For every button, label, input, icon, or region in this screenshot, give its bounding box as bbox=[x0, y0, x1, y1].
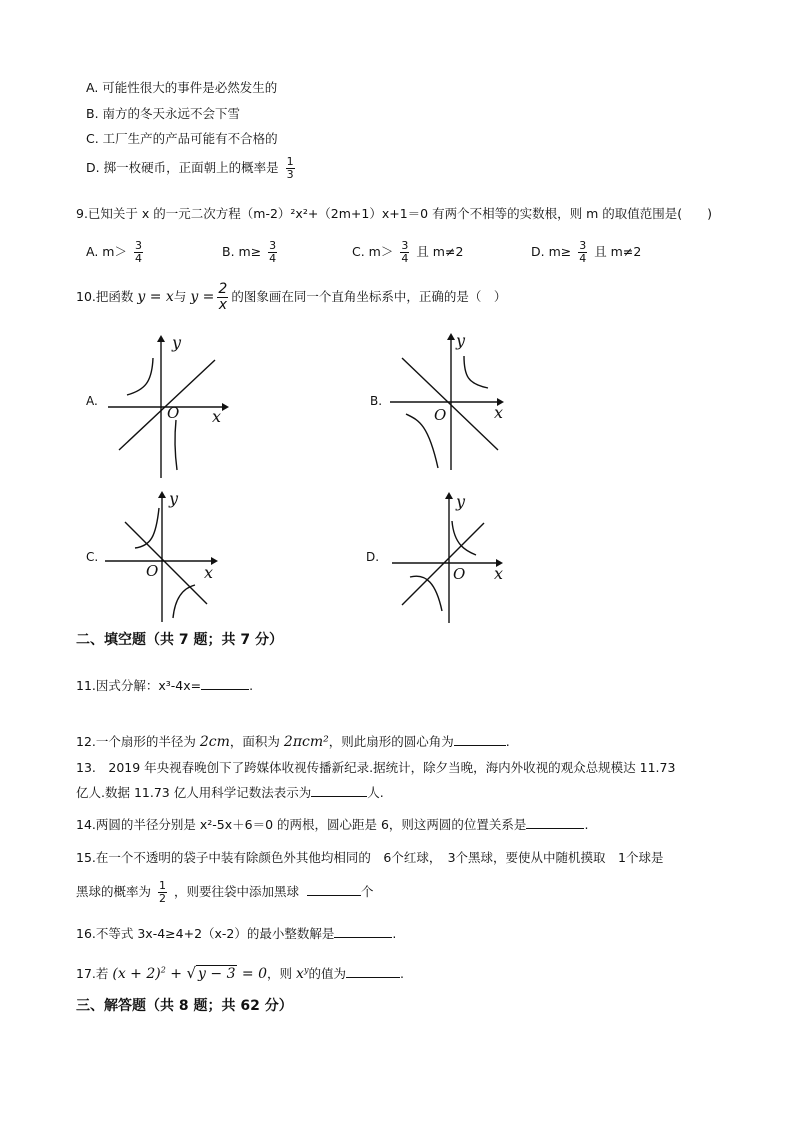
formula-y-equals-x: y = x bbox=[137, 289, 174, 305]
section-solve-heading: 三、解答题（共 8 题；共 62 分） bbox=[76, 998, 293, 1014]
axis-y-label: y bbox=[172, 333, 182, 352]
svg-text:y: y bbox=[456, 492, 466, 511]
svg-text:x: x bbox=[494, 403, 504, 422]
fraction-three-quarters: $\frac{3}{4}$ bbox=[269, 239, 277, 265]
q16: 16.不等式 3x-4≥4+2（x-2）的最小整数解是 . bbox=[76, 926, 397, 941]
expression-x-plus-2-squared: $(x + 2)^2$ bbox=[112, 965, 166, 982]
answer-blank bbox=[454, 733, 506, 746]
svg-text:O: O bbox=[453, 565, 466, 583]
fraction-three-quarters: $\frac{3}{4}$ bbox=[134, 239, 142, 265]
q11: 11.因式分解：x³-4x= . bbox=[76, 678, 254, 693]
svg-text:O: O bbox=[146, 562, 159, 580]
answer-blank bbox=[201, 677, 249, 690]
graph-b-label: B. bbox=[370, 394, 383, 408]
graph-a-label: A. bbox=[86, 394, 98, 408]
q8-option-b: B. 南方的冬天永远不会下雪 bbox=[86, 106, 241, 121]
expression-x-power-y: $x^y$ bbox=[296, 965, 309, 982]
svg-text:y: y bbox=[169, 489, 179, 508]
q9-option-a: A. m＞ $\frac{3}{4}$ bbox=[86, 239, 142, 265]
graph-c bbox=[103, 486, 233, 626]
fraction-two-over-x: $\frac{2}{x}$ bbox=[218, 281, 228, 313]
axis-x-label: x bbox=[212, 407, 222, 426]
graph-d-label: D. bbox=[366, 550, 380, 564]
fraction-three-quarters: $\frac{3}{4}$ bbox=[401, 239, 409, 265]
svg-text:O: O bbox=[434, 406, 447, 424]
q12: 12.一个扇形的半径为 2cm，面积为 2πcm²，则此扇形的圆心角为 . bbox=[76, 734, 510, 750]
square-root-expression: y − 3 bbox=[198, 966, 236, 982]
graph-c-label: C. bbox=[86, 550, 99, 564]
q9-option-d: D. m≥ $\frac{3}{4}$ 且 m≠2 bbox=[531, 239, 642, 265]
q13-line2: 亿人.数据 11.73 亿人用科学记数法表示为 人. bbox=[76, 785, 384, 800]
q14: 14.两圆的半径分别是 x²-5x＋6＝0 的两根，圆心距是 6，则这两圆的位置关系是 . bbox=[76, 817, 589, 832]
svg-text:x: x bbox=[204, 563, 214, 582]
q9-stem: 9.已知关于 x 的一元二次方程（m-2）²x²+（2m+1）x+1＝0 有两个不相等的实数根，则 m 的取值范围是( ) bbox=[76, 206, 712, 221]
q9-option-b: B. m≥ $\frac{3}{4}$ bbox=[222, 239, 277, 265]
section-fill-in-heading: 二、填空题（共 7 题；共 7 分） bbox=[76, 632, 283, 648]
q8-option-d-text: D. 掷一枚硬币，正面朝上的概率是 bbox=[86, 160, 279, 175]
q8-option-a: A. 可能性很大的事件是必然发生的 bbox=[86, 80, 278, 95]
svg-text:x: x bbox=[494, 564, 504, 583]
graph-d bbox=[390, 487, 520, 627]
answer-blank bbox=[526, 816, 584, 829]
q8-option-d bbox=[86, 156, 298, 181]
q10-stem: 10.把函数 y = x与 y = $\frac{2}{x}$ 的图象画在同一个直角坐标系中，正确的是（ ） bbox=[76, 281, 507, 313]
q15-line2: 黑球的概率为 $\frac{1}{2}$ ，则要往袋中添加黑球 个 bbox=[76, 879, 374, 905]
graph-a bbox=[105, 330, 235, 480]
q17: 17.若 $(x + 2)^2$ + √ y − 3 = 0，则 $x^y$的值为 . bbox=[76, 964, 404, 982]
q9-option-c: C. m＞ $\frac{3}{4}$ 且 m≠2 bbox=[352, 239, 464, 265]
fraction-one-third: $\frac{1}{3}$ bbox=[286, 155, 294, 181]
fraction-one-half: $\frac{1}{2}$ bbox=[159, 879, 166, 905]
q8-option-c: C. 工厂生产的产品可能有不合格的 bbox=[86, 131, 278, 146]
origin-label: O bbox=[167, 404, 180, 422]
answer-blank bbox=[307, 883, 361, 896]
svg-text:y: y bbox=[456, 331, 466, 350]
fraction-three-quarters: $\frac{3}{4}$ bbox=[579, 239, 587, 265]
q13-line1: 13. 2019 年央视春晚创下了跨媒体收视传播新纪录.据统计，除夕当晚，海内外收视的观众总规模达 11.73 bbox=[76, 760, 676, 775]
answer-blank bbox=[334, 925, 392, 938]
answer-blank bbox=[311, 784, 367, 797]
q15-line1: 15.在一个不透明的袋子中装有除颜色外其他均相同的 6个红球， 3个黑球，要使从中随机摸取 1个球是 bbox=[76, 850, 664, 865]
answer-blank bbox=[346, 965, 400, 978]
graph-b bbox=[388, 328, 518, 478]
